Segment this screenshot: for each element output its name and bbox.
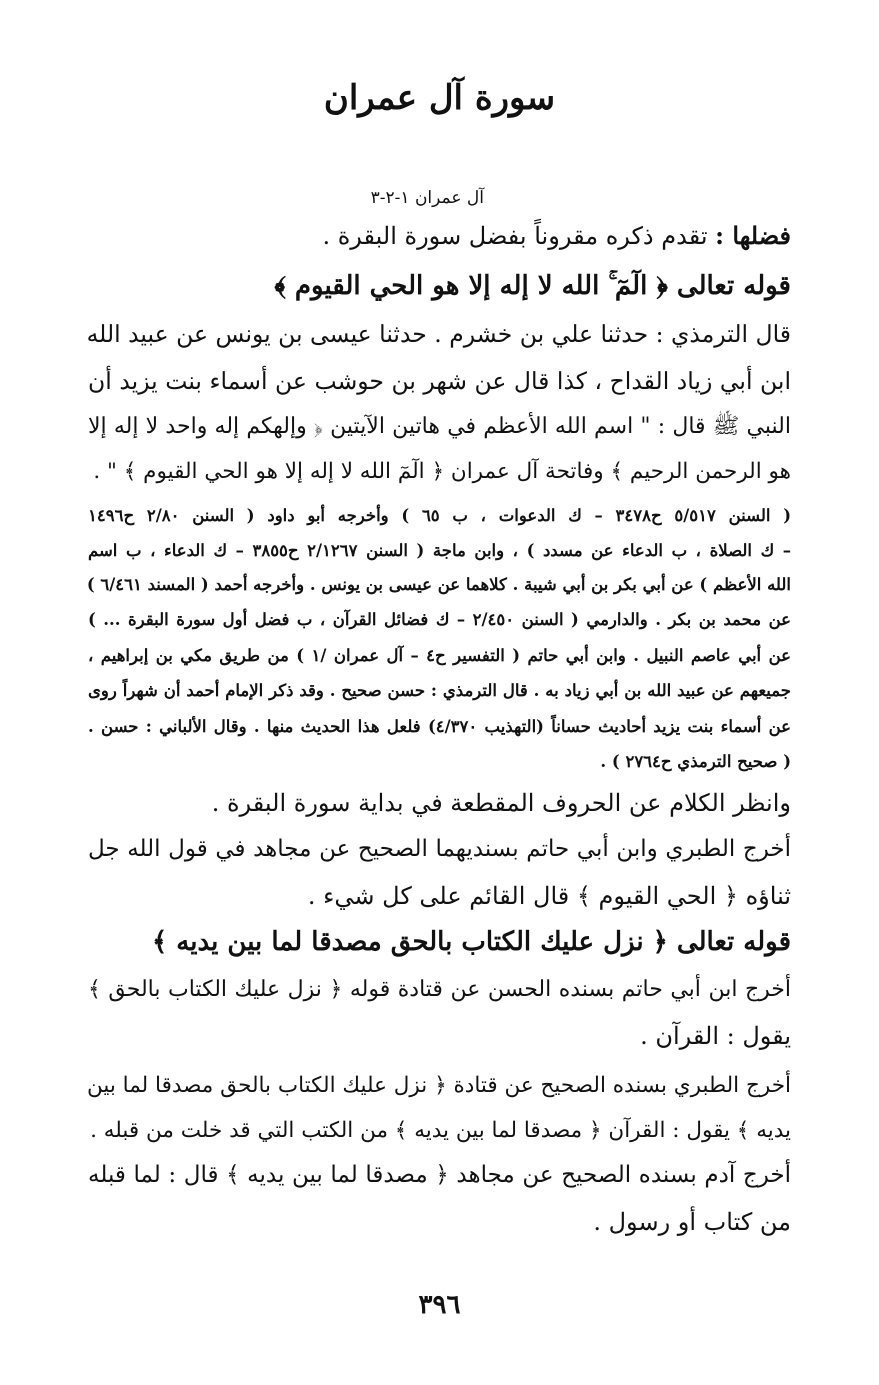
footnote-line-8: ( صحيح الترمذي ح٢٧٦٤ ) . (600, 752, 791, 771)
virtue-line (322, 221, 791, 250)
note-line: وانظر الكلام عن الحروف المقطعة في بداية سورة البقرة . (211, 789, 791, 817)
tabari-qatada-line-1: أخرج الطبري بسنده الصحيح عن قتادة ﴿ نزل عليك الكتاب بالحق مصدقا لما بين (87, 1073, 791, 1098)
hadith-line-3: النبي ﷺ قال : " اسم الله الأعظم في هاتين الآيتين ﴿ وإلهكم إله واحد لا إله إلا (88, 414, 791, 439)
tabari-line-1: أخرج الطبري وابن أبي حاتم بسنديهما الصحيح عن مجاهد في قول الله جل (88, 836, 791, 862)
verse-reference: آل عمران ١-٢-٣ (370, 188, 484, 208)
qatada-line-2: يقول : القرآن . (640, 1022, 791, 1050)
page-number: ٣٩٦ (418, 1290, 461, 1320)
hadith-line-1: قال الترمذي : حدثنا علي بن خشرم . حدثنا عيسى بن يونس عن عبيد الله (86, 320, 791, 348)
footnote-line-6: جميعهم عن عبيد الله بن أبي زياد به . قال الترمذي : حسن صحيح . وقد ذكر الإمام أحمد أن شهراً روى (88, 681, 791, 700)
verse-heading-1: قوله تعالى ﴿ الٓمٓ ۚ الله لا إله إلا هو الحي القيوم ﴾ (274, 271, 791, 301)
footnote-line-4: عن محمد بن بكر . والدارمي ( السنن ٢/٤٥٠ – ك فضائل القرآن ، ب فضل أول سورة البقرة ... ) (88, 610, 791, 629)
footnote-line-1: ( السنن ٥/٥١٧ ح٣٤٧٨ – ك الدعوات ، ب ٦٥ ) وأخرجه أبو داود ( السنن ٢/٨٠ ح١٤٩٦ (88, 506, 791, 525)
verse-heading-2: قوله تعالى ﴿ نزل عليك الكتاب بالحق مصدقا لما بين يديه ﴾ (152, 927, 791, 957)
footnote-line-3: الله الأعظم ) عن أبي بكر بن أبي شيبة . كلاهما عن عيسى بن يونس . وأخرجه أحمد ( المسند ٦/٤٦١ ) (86, 575, 791, 594)
hadith-line-2: ابن أبي زياد القداح ، كذا قال عن شهر بن حوشب عن أسماء بنت يزيد أن (88, 367, 791, 395)
hadith-line-4: هو الرحمن الرحيم ﴾ وفاتحة آل عمران ﴿ الٓمٓ الله لا إله إلا هو الحي القيوم ﴾ " . (93, 459, 791, 484)
virtue-text: تقدم ذكره مقروناً بفضل سورة البقرة . (322, 222, 708, 250)
footnote-line-7: عن أسماء بنت يزيد أحاديث حساناً (التهذيب ٤/٣٧٠) فلعل هذا الحديث منها . وقال الألباني : حسن . (88, 717, 791, 736)
footnote-line-5: عن أبي عاصم النبيل . وابن أبي حاتم ( التفسير ح٤ – آل عمران /١ ) من طريق مكي بن إبراهيم ، (88, 646, 791, 665)
tabari-line-2: ثناؤه ﴿ الحي القيوم ﴾ قال القائم على كل شيء . (307, 882, 791, 910)
adam-line-2: من كتاب أو رسول . (593, 1208, 791, 1236)
adam-line-1: أخرج آدم بسنده الصحيح عن مجاهد ﴿ مصدقا لما بين يديه ﴾ قال : لما قبله (88, 1162, 791, 1188)
qatada-line-1: أخرج ابن أبي حاتم بسنده الحسن عن قتادة قوله ﴿ نزل عليك الكتاب بالحق ﴾ (88, 977, 791, 1002)
surah-title: سورة آل عمران (323, 78, 556, 118)
footnote-line-2: – ك الصلاة ، ب الدعاء عن مسدد ) ، وابن ماجة ( السنن ٢/١٢٦٧ ح٣٨٥٥ – ك الدعاء ، ب اسم (88, 541, 791, 560)
tabari-qatada-line-2: يديه ﴾ يقول : القرآن ﴿ مصدقا لما بين يديه ﴾ من الكتب التي قد خلت من قبله . (90, 1118, 791, 1143)
virtue-label: فضلها : (715, 221, 791, 250)
